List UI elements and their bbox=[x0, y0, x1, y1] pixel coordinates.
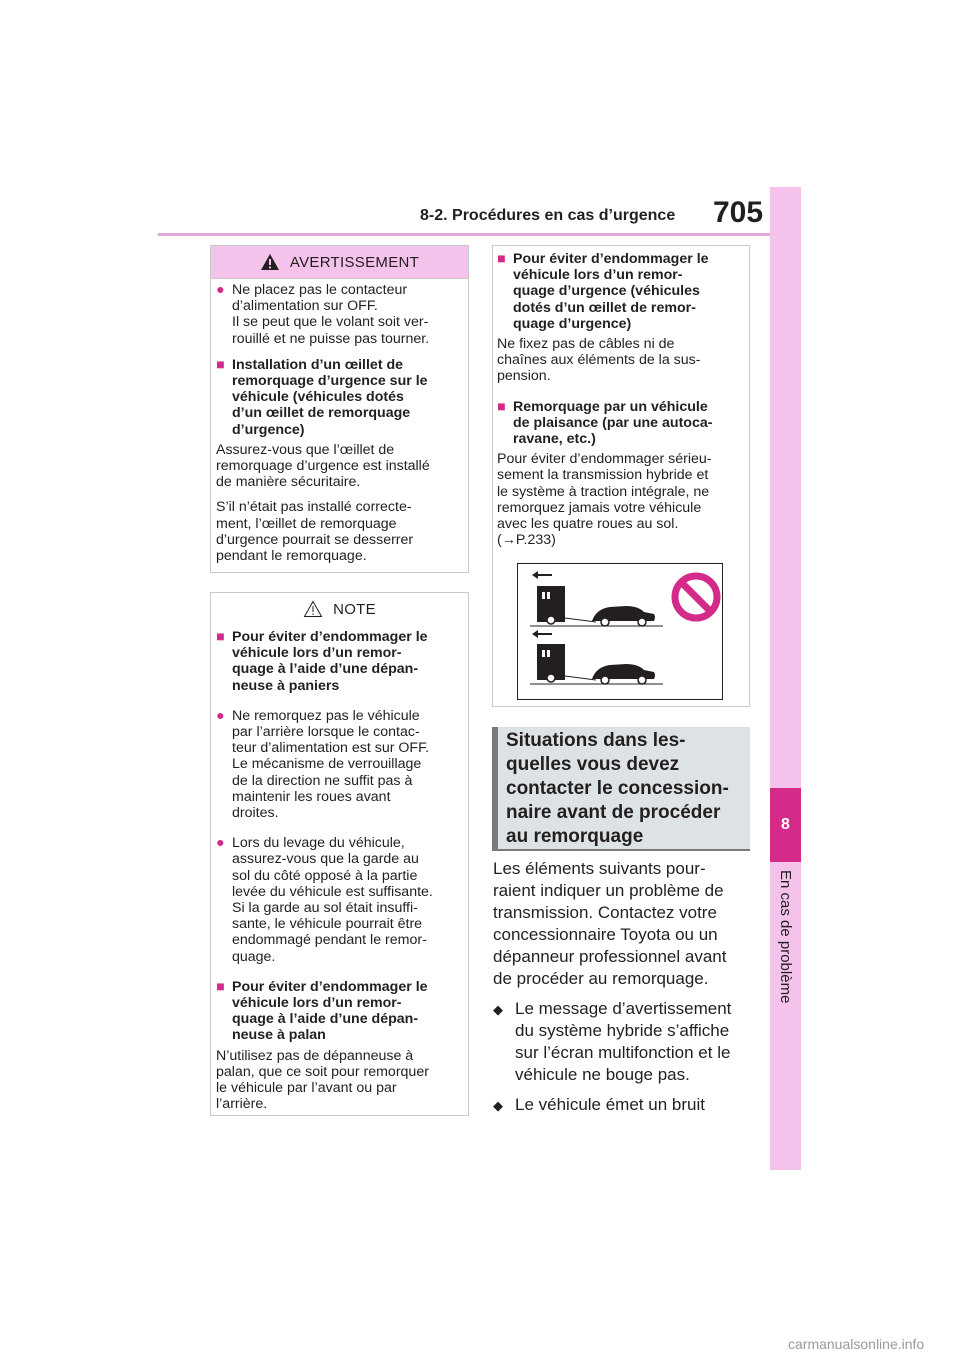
note-title: NOTE bbox=[333, 600, 376, 618]
square-marker-icon: ■ bbox=[216, 356, 225, 373]
section-heading: Situations dans les- quelles vous devez contacter le concession- naire avant de procéder au remorquage bbox=[492, 727, 750, 851]
list-item: ◆ Le message d’avertissement du système hybride s’affiche sur l’écran multifonction et le véhicule ne bouge pas. bbox=[493, 999, 732, 1084]
warning-box bbox=[210, 245, 469, 573]
right-subheading-1: ■ Pour éviter d’endommager le véhicule lors d’un remor- quage d’urgence (véhicules dotés d’un œillet de remor- quage d’urgence) bbox=[497, 251, 709, 332]
page-number: 705 bbox=[713, 196, 764, 229]
bullet-dot-icon: ● bbox=[216, 282, 225, 298]
warning-subheading: ■ Installation d’un œillet de remorquage d’urgence sur le véhicule (véhicules dotés d’un œillet de remorquage d’urgence) bbox=[216, 356, 428, 438]
chapter-number: 8 bbox=[770, 788, 801, 862]
chapter-tab bbox=[770, 187, 801, 1170]
warning-triangle-icon bbox=[260, 253, 280, 271]
note-header bbox=[211, 593, 468, 625]
watermark[interactable]: carmanualsonline.info bbox=[788, 1336, 925, 1352]
note-paragraph: N’utilisez pas de dépanneuse à palan, que ce soit pour remorquer le véhicule par l’avant ou par l’arrière. bbox=[216, 1047, 429, 1113]
note-item-1: ● Ne remorquez pas le véhicule par l’arrière lorsque le contac- teur d’alimentation est sur OFF. Le mécanisme de verrouillage de la direction ne suffit pas à maintenir les roues avant droites. bbox=[216, 707, 430, 822]
towing-illustration bbox=[517, 563, 723, 700]
intro-paragraph: Les éléments suivants pour- raient indiquer un problème de transmission. Contactez votre concessionnaire Toyota ou un dépanneur professionnel avant de procéder au remorquage. bbox=[493, 859, 727, 988]
arrow-left-icon bbox=[532, 571, 552, 579]
section-title: 8-2. Procédures en cas d’urgence bbox=[420, 207, 676, 224]
right-subheading-2: ■ Remorquage par un véhicule de plaisance (par une autoca- ravane, etc.) bbox=[497, 398, 713, 448]
section-body bbox=[493, 858, 755, 1124]
note-subheading-1: ■ Pour éviter d’endommager le véhicule lors d’un remor- quage à l’aide d’une dépan- neuse à paniers bbox=[216, 629, 428, 694]
right-paragraph-1: Ne fixez pas de câbles ni de chaînes aux éléments de la sus- pension. bbox=[497, 336, 701, 385]
square-marker-icon: ■ bbox=[497, 398, 506, 415]
list-item: ◆ Le véhicule émet un bruit bbox=[493, 1094, 755, 1116]
prohibited-icon bbox=[675, 576, 717, 618]
towing-diagram bbox=[518, 564, 722, 699]
header-rule bbox=[158, 233, 770, 236]
square-marker-icon: ■ bbox=[216, 978, 225, 995]
diamond-bullet-icon: ◆ bbox=[493, 1098, 503, 1113]
bullet-dot-icon: ● bbox=[216, 707, 225, 724]
warning-item-1: ● Ne placez pas le contacteur d’alimentation sur OFF. Il se peut que le volant soit ver- rouillé et ne puisse pas tourner. bbox=[216, 282, 430, 347]
square-marker-icon: ■ bbox=[497, 251, 506, 267]
suv-icon bbox=[592, 606, 655, 621]
note-box bbox=[210, 592, 469, 1116]
warning-title: AVERTISSEMENT bbox=[289, 253, 420, 271]
warning-paragraph-1: Assurez-vous que l’œillet de remorquage d’urgence est installé de manière sécuritaire. bbox=[216, 441, 430, 491]
diamond-bullet-icon: ◆ bbox=[493, 1002, 503, 1017]
suv-icon bbox=[592, 664, 655, 679]
caution-triangle-icon bbox=[303, 600, 323, 618]
note-subheading-2: ■ Pour éviter d’endommager le véhicule lors d’un remor- quage à l’aide d’une dépan- neuse à palan bbox=[216, 978, 428, 1044]
chapter-label: En cas de problème bbox=[777, 870, 794, 1004]
bullet-dot-icon: ● bbox=[216, 835, 225, 852]
warning-header bbox=[211, 246, 468, 279]
note-item-2: ● Lors du levage du véhicule, assurez-vous que la garde au sol du côté opposé à la partie levée du véhicule est suffisante. Si la garde au sol était insuffi- sante, le véhicule pourrait être endommagé pendant le remor- quage. bbox=[216, 835, 433, 965]
arrow-left-icon bbox=[532, 630, 552, 638]
square-marker-icon: ■ bbox=[216, 629, 225, 645]
warning-paragraph-2: S’il n’était pas installé correcte- ment, l’œillet de remorquage d’urgence pourrait se desserrer pendant le remorquage. bbox=[216, 499, 414, 565]
right-paragraph-2: Pour éviter d’endommager sérieu- sement la transmission hybride et le système à traction intégrale, ne remorquez jamais votre véhicule avec les quatre roues au sol. (→P.233) bbox=[497, 451, 712, 549]
